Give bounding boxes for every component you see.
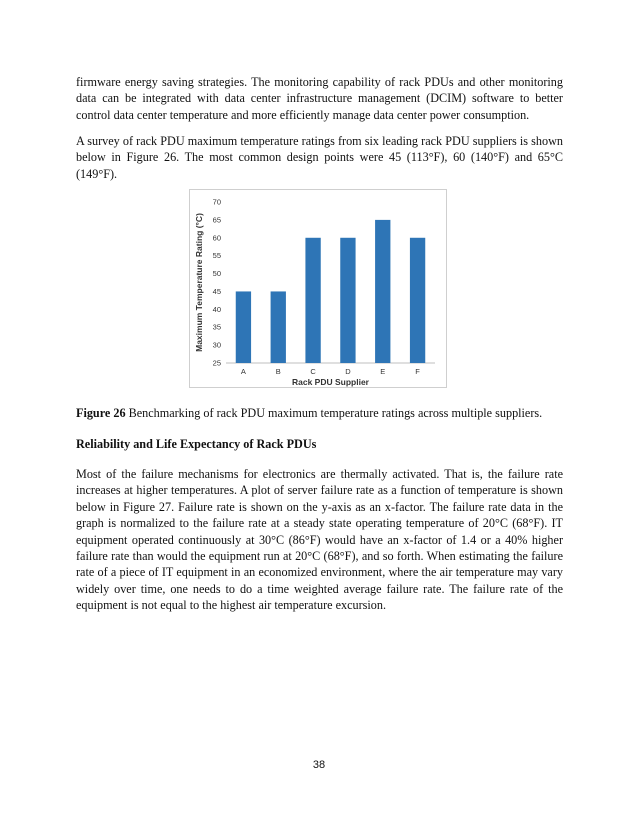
figure-caption-text: Benchmarking of rack PDU maximum temperature ratings across multiple suppliers. (125, 406, 543, 420)
y-tick-label: 65 (212, 215, 221, 225)
bar (375, 220, 390, 363)
body-paragraph-3: Most of the failure mechanisms for electronics are thermally activated. That is, the failure rate increases at higher temperatures. A plot of server failure rate as a function of temperature is shown below in Figure 27. Failure rate is shown on the y-axis as an x-factor. The failure rate data in the graph is normalized to the failure rate at a steady state operating temperature of 20°C (68°F). IT equipment operated continuously at 30°C (86°F) would have an x-factor of 1.4 or a 40% higher failure rate than would the equipment run at 20°C (68°F), and so forth. When estimating the failure rate of a piece of IT equipment in an economized environment, where the air temperature may vary widely over time, one needs to do a time weighted average failure rate. The failure rate of the equipment is not equal to the highest air temperature excursion. (76, 467, 563, 613)
figure-caption (76, 405, 576, 421)
bar (236, 291, 251, 363)
y-tick-label: 25 (212, 358, 221, 368)
y-tick-label: 60 (212, 233, 221, 243)
x-tick-label: C (310, 367, 316, 376)
figure-26-chart (189, 189, 447, 388)
x-tick-label: A (240, 367, 246, 376)
bar (271, 291, 286, 363)
y-tick-label: 70 (212, 197, 221, 207)
y-tick-label: 30 (212, 340, 221, 350)
y-tick-label: 50 (212, 269, 221, 279)
x-axis-title: Rack PDU Supplier (292, 377, 369, 387)
y-tick-label: 55 (212, 251, 221, 261)
bar-chart-svg (190, 190, 446, 387)
y-axis-title: Maximum Temperature Rating (°C) (194, 213, 204, 352)
section-heading: Reliability and Life Expectancy of Rack PDUs (76, 437, 317, 451)
x-tick-label: D (345, 367, 351, 376)
x-tick-label: F (415, 367, 420, 376)
page-number: 38 (312, 759, 326, 771)
bar (305, 238, 320, 363)
y-tick-label: 45 (212, 286, 221, 296)
x-tick-label: B (275, 367, 281, 376)
y-tick-label: 40 (212, 304, 221, 314)
x-tick-label: E (380, 367, 386, 376)
y-tick-label: 35 (212, 322, 221, 332)
body-paragraph-1: firmware energy saving strategies. The monitoring capability of rack PDUs and other monitoring data can be integrated with data center infrastructure management (DCIM) software to better control data center temperature and more efficiently manage data center power consumption. (76, 75, 563, 122)
body-paragraph-2: A survey of rack PDU maximum temperature ratings from six leading rack PDU suppliers is shown below in Figure 26. The most common design points were 45 (113°F), 60 (140°F) and 65°C (149°F). (76, 134, 563, 181)
bar (410, 238, 425, 363)
figure-label: Figure 26 (76, 406, 126, 420)
bar (340, 238, 355, 363)
